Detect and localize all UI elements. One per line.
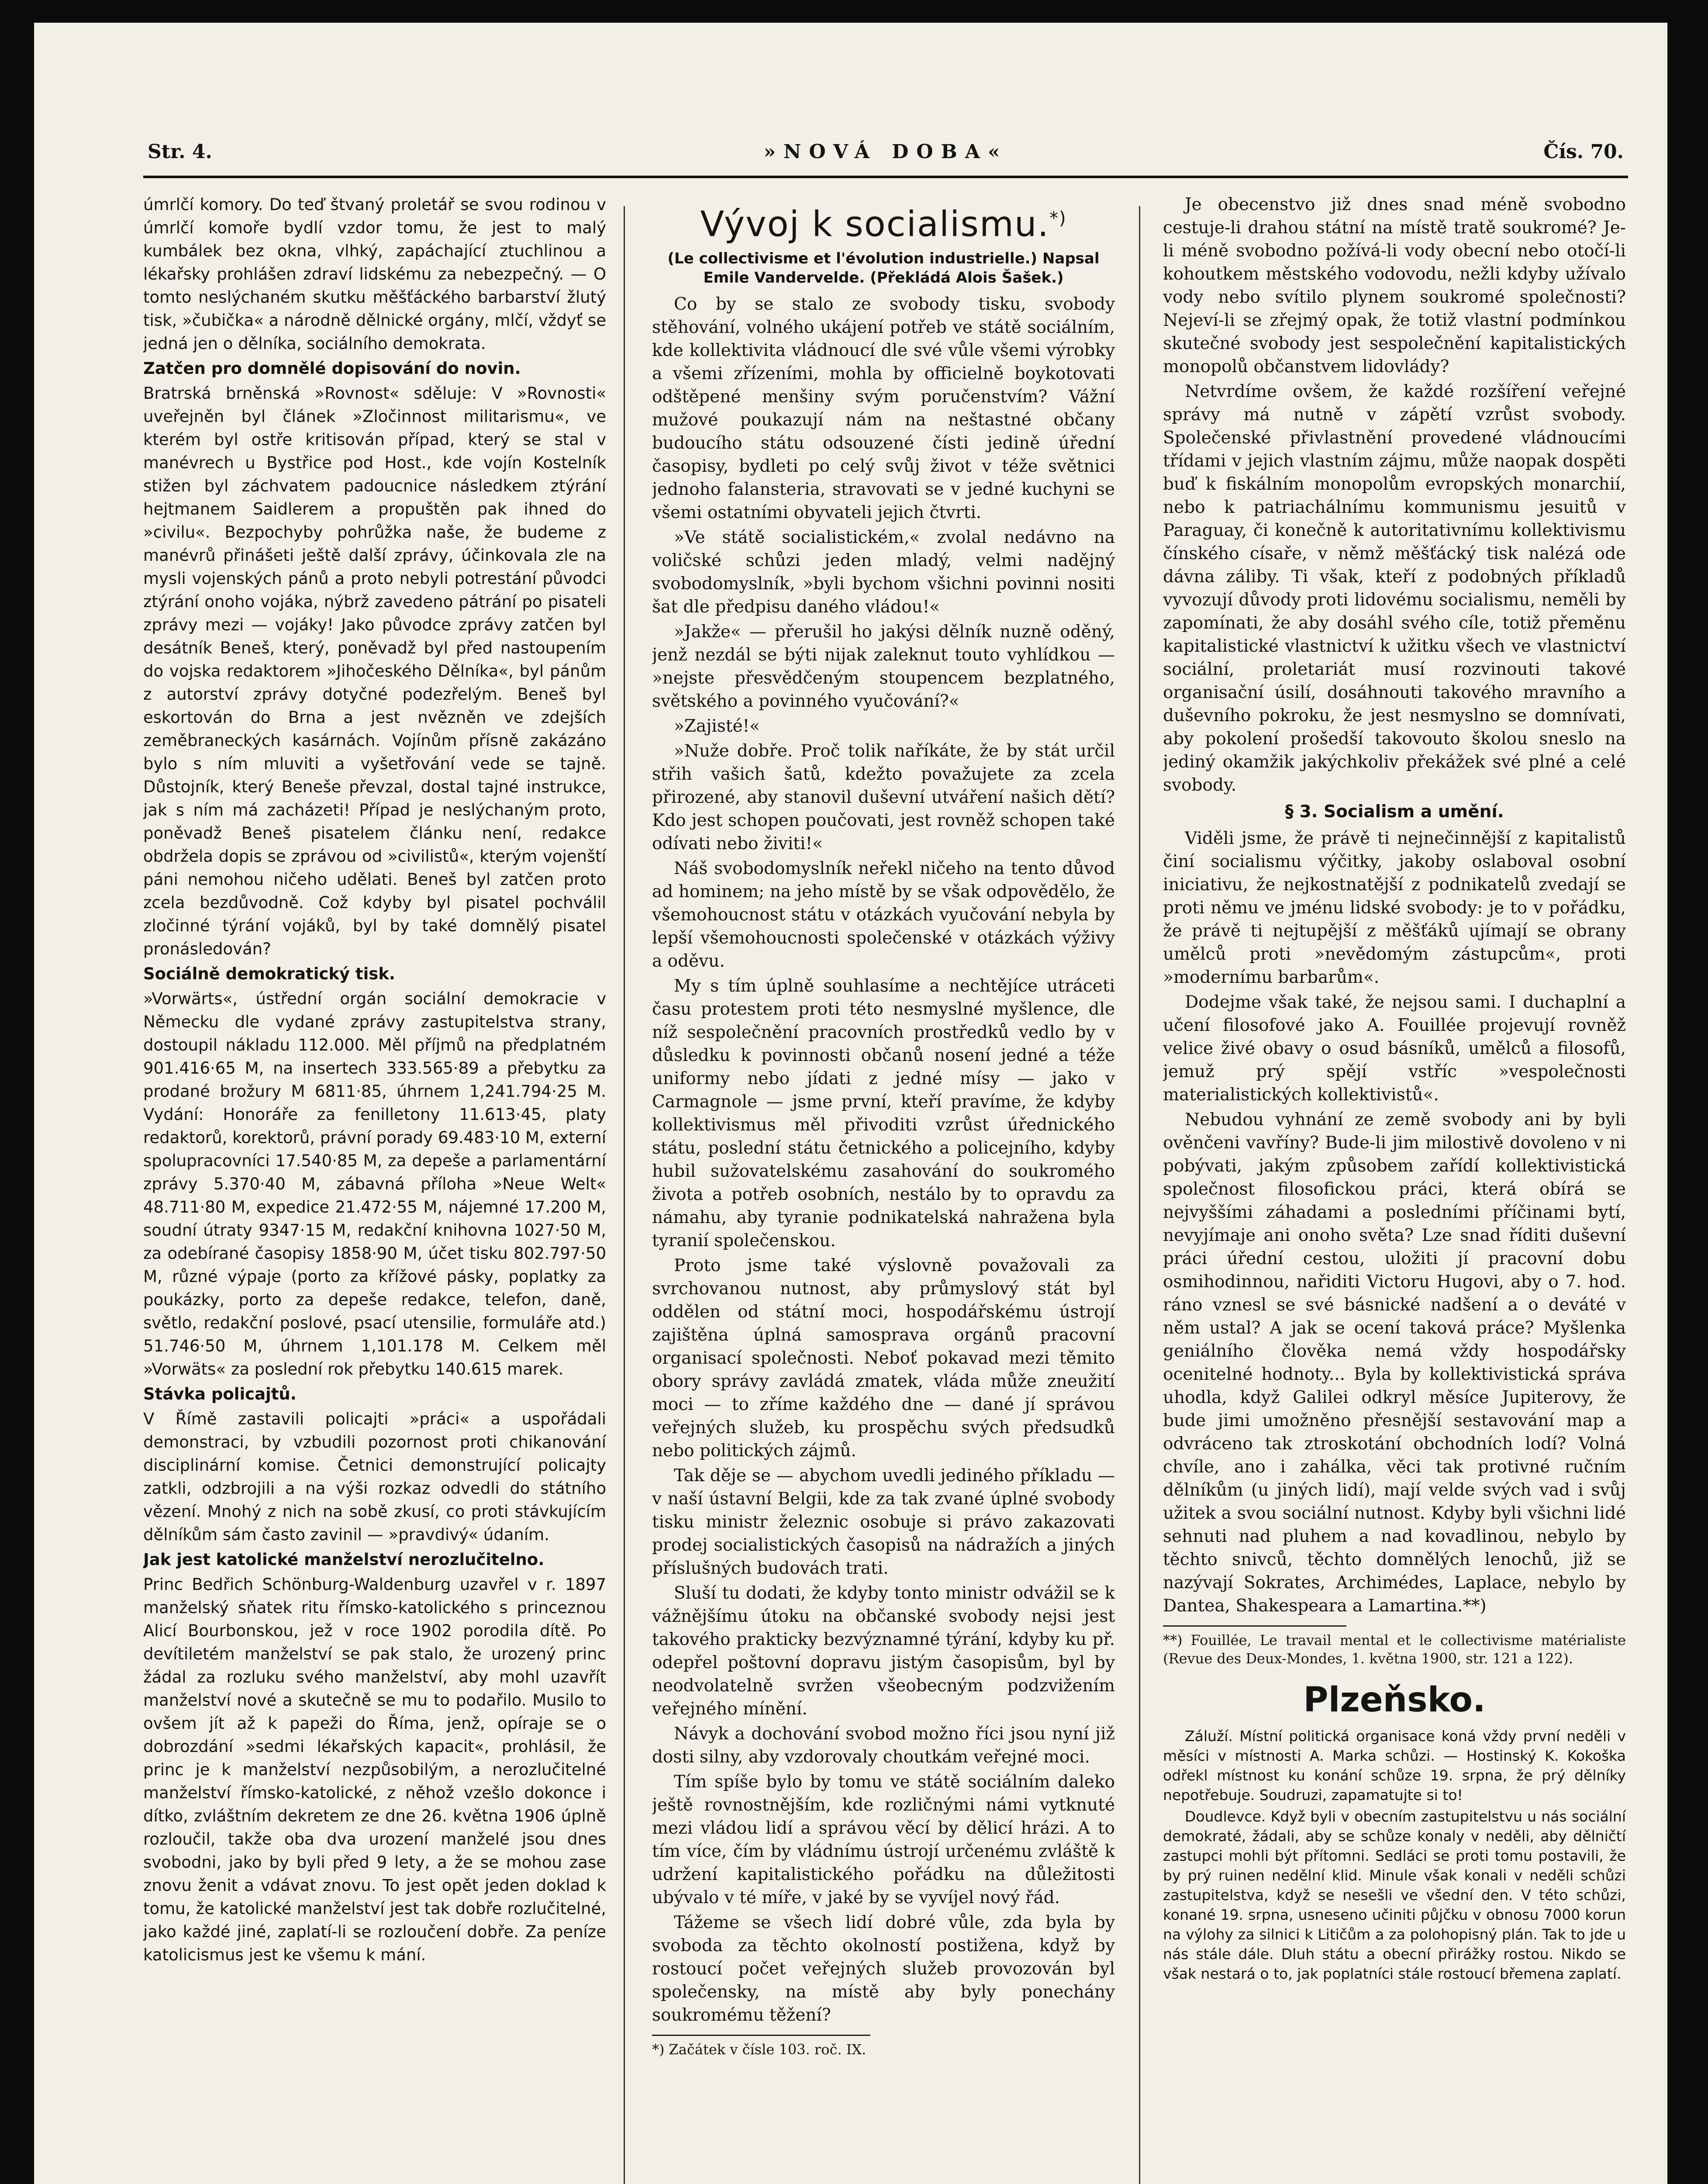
section-title-plzensko: Plzeňsko.: [1303, 1680, 1486, 1720]
article-title-text: Vývoj k socialismu.: [700, 204, 1050, 245]
column-3: [1163, 193, 1626, 2184]
masthead-title: »NOVÁ DOBA«: [763, 141, 1008, 163]
paragraph: úmrlčí komory. Do teď štvaný proletář se svou rodinou v úmrlčí komoře bydlí vzdor tomu, že jest to malý kumbálek bez okna, vlhký, zapáchající ztuchlinou a lékařsky prohlášen zdraví lidskému za nebezpečný. — O tomto neslýchaném skutku měšťáckého barbarství žlutý tisk, »čubička« a národně dělnické orgány, mlčí, vždyť se jedná jen o dělníka, sociálního demokrata.: [143, 195, 606, 353]
paragraph: »Vorwärts«, ústřední orgán sociální demokracie v Německu dle vydané zprávy zastupitelstva strany, dostoupil nákladu 112.000. Měl příjmů na předplatném 901.416·65 M, na insertech 333.565·89 a přebytku za prodané brožury M 6811·85, úhrnem 1,241.794·25 M. Vydání: Honoráře za fenilletony 11.613·45, platy redaktorů, korektorů, právní porady 69.483·10 M, externí spolupracovníci 17.540·85 M, za depeše a parlamentární zprávy 5.370·40 M, zábavná příloha »Neue Welt« 48.711·80 M, expedice 21.472·55 M, nájemné 17.200 M, soudní útraty 9347·15 M, redakční knihovna 1027·50 M, za odebírané časopisy 1858·90 M, účet tisku 802.797·50 M, různé výpaje (porto za křížové pásky, poplatky za poukázky, porto za depeše redakce, telefon, daně, světlo, redakční poslové, psací utensilie, formuláře atd.) 51.746·50 M, úhrnem 1,101.178 M. Celkem měl »Vorwäts« za poslední rok přebytku 140.615 marek.: [143, 989, 606, 1379]
paragraph: V Římě zastavili policajti »práci« a uspořádali demonstraci, by vzbudili pozornost proti chikanování disciplinární komise. Četnici demonstrující policajty zatkli, odzbrojili a na výši rozkaz odvedli do státního vězení. Mnohý z nich na sobě zkusí, co proti stávkujícím dělníkům sám často zavinil — »pravdivý« údaním.: [143, 1410, 606, 1544]
article-subtitle: (Le collectivisme et l'évolution industrielle.) Napsal Emile Vandervelde. (Překládá Alois Šašek.): [667, 249, 1100, 287]
issue-number: Čís. 70.: [1543, 141, 1624, 163]
paragraph: Tážeme se všech lidí dobré vůle, zda byla by svoboda za těchto okolností postižena, když by rostoucí počet veřejných služeb provozován byl společensky, na místě aby byly ponechány soukromému těžení?: [652, 1912, 1115, 2025]
paragraph: Tak děje se — abychom uvedli jediného příkladu — v naší ústavní Belgii, kde za tak zvané úplné svobody tisku ministr železnic osobuje si právo zakazovati prodej socialistických časopisů na nádražích a jiných příslušných budovách trati.: [652, 1465, 1115, 1578]
paragraph: Proto jsme také výslovně považovali za svrchovanou nutnost, aby průmyslový stát byl oddělen od státní moci, hospodářskému ústrojí zajištěna úplná samosprava orgánů pracovní organisací společnosti. Neboť pokavad mezi těmito obory správy zavládá zmatek, vláda může zneužití moci — to zříme každého dne — dané jí správou veřejných služeb, ku prospěchu svých předsudků nebo politických zájmů.: [652, 1255, 1115, 1461]
news-item: Záluží. Místní politická organisace koná vždy první neděli v měsíci v místnosti A. Marka schůzi. — Hostinský K. Kokoška odřekl místnost ku konání schůze 19. srpna, že prý dělníky nepotřebuje. Soudruzi, zapamatujte si to!: [1163, 1728, 1626, 1804]
footnote: **) Fouillée, Le travail mental et le collectivisme matérialiste (Revue des Deux-Mondes, 1. května 1900, str. 121 a 122).: [1163, 1632, 1626, 1667]
paragraph: Nebudou vyhnání ze země svobody ani by byli ověnčeni vavříny? Bude-li jim milostivě dovoleno v ni pobývati, jakým způsobem zařídí kollektivistická společnost filosofickou práci, která obírá se nejvyššími záhadami a posledními příčinami bytí, nevyjímaje ani onoho světa? Lze snad říditi duševní práci úřední cestou, uložiti jí pracovní dobu osmihodinnou, nařiditi Victoru Hugovi, aby o 7. hod. ráno vznesl se své básnické nadšení a o deváté v něm ustal? A jak se ocení taková práce? Myšlenka geniálního člověka nemá vždy hospodářsky ocenitelné hodnoty... Byla by kollektivistická správa uhodla, když Galilei odkryl měsíce Jupiterovy, že bude jimi umožněno přesnější sestavování map a odvráceno tak ztroskotání obchodních lodí? Volná chvíle, ano i zahálka, věci tak protivné ručním dělníkům (u jiných lidí), mají velde svých vad i svůj užitek a svou sociální nutnost. Kdyby byli všichni lidé sehnuti nad pluhem a nad kovadlinou, nebylo by těchto snivců, těchto domnělých lenochů, již se nazývají Sokrates, Archimédes, Laplace, nebylo by Dantea, Shakespeara a Lamartina.**): [1163, 1110, 1626, 1616]
footnote-rule: [652, 2035, 870, 2036]
column-divider: [1139, 206, 1140, 2184]
paragraph: Je obecenstvo již dnes snad méně svobodno cestuje-li drahou státní na místě tratě soukromé? Je-li méně svobodno požívá-li vody obecní nebo otočí-li kohoutkem městského vodovodu, nežli kdyby užívalo vody nebo svítilo plynem soukromé společnosti? Nejeví-li se zřejmý opak, že totiž vlastní podmínkou skutečné svobody jest sespolečnění kapitalistických monopolů občanstvem lidovlády?: [1163, 195, 1626, 377]
news-heading: Zatčen pro domnělé dopisování do novin.: [143, 359, 521, 378]
column-2: [652, 193, 1115, 2184]
news-item: Doudlevce. Když byli v obecním zastupitelstvu u nás sociální demokraté, žádali, aby se schůze konaly v neděli, aby dělničtí zastupci mohli být přítomni. Sedláci se proti tomu postavili, že by prý ruinen nedělní klid. Minule však konali v neděli schůzi zastupitelstva, když se nesešli ve všední den. V této schůzi, konané 19. srpna, usneseno učiniti půjčku v obnosu 7000 korun na výlohy za silnici k Litičům a za polohopisný plán. Tak to jde u nás stále dále. Dluh státu a obecní přirážky rostou. Nikdo se však nestará o to, jak poplatníci stále rostoucí břemena zaplatí.: [1163, 1808, 1626, 1982]
paragraph: Náš svobodomyslník neřekl ničeho na tento důvod ad hominem; na jeho místě by se však odpovědělo, že všemohoucnost státu v otázkách vyučování nebyla by lepší všemohoucnosti společenské v otázkách výživy a oděvu.: [652, 858, 1115, 971]
paragraph: Netvrdíme ovšem, že každé rozšíření veřejné správy má nutně v zápětí vzrůst svobody. Společenské přivlastnění provedené vládnoucími třídami v jejich vlastním zájmu, může naopak dospěti buď k fiskálním monopolům evropských monarchií, nebo k patriachálnímu kommunismu jesuitů v Paraguay, či konečně k autoritativnímu kollektivismu čínského císaře, v němž měšťácký tisk nalézá ode dávna záliby. Ti však, kteří z podobných příkladů vyvozují důvody proti lidovému socialismu, neměli by zapomínati, že aby dosáhl svého cíle, totiž přeměnu kapitalistické vlastnictví k užitku všech ve vlastnictví sociální, proletariát musí rozvinouti takové organisační úsilí, dosáhnouti takového mravního a duševního pokroku, že jest nesmyslno se domnívati, aby pokolení prošedší takovouto školou sneslo na jediný okamžik jakýchkoliv překážek své plné a celé svobody.: [1163, 382, 1626, 795]
footnote-mark: *): [1049, 208, 1067, 228]
page-header: [148, 136, 1624, 171]
news-heading: Jak jest katolické manželství nerozlučitelno.: [143, 1550, 545, 1569]
footnote: *) Začátek v čísle 103. roč. IX.: [652, 2041, 866, 2058]
paragraph: »Ve státě socialistickém,« zvolal nedávno na voličské schůzi jeden mladý, velmi nadějný svobodomyslník, »byli bychom všichni povinni nositi šat dle předpisu daného vládou!«: [652, 527, 1115, 617]
news-heading: Stávka policajtů.: [143, 1385, 297, 1403]
paragraph: Sluší tu dodati, že kdyby tonto ministr odvážil se k vážnějšímu útoku na občanské svobody nejsi jest takového prakticky bezvýznamné týrání, kdyby ku př. odepřel poštovní dopravu jistým časopisům, byl by neodvolatelně svržen všeobecným podzvižením veřejného mínění.: [652, 1583, 1115, 1719]
news-heading: Sociálně demokratický tisk.: [143, 964, 395, 983]
paragraph: Princ Bedřich Schönburg-Waldenburg uzavřel v r. 1897 manželský sňatek ritu římsko-katolického s princeznou Alicí Bourbonskou, jež v roce 1902 porodila dítě. Po devítiletém manželství se pak stalo, že urozený princ žádal za rozluku svého manželství, aby mohl uzavřít manželství nové a skutečně se mu to podařilo. Musilo to ovšem jít až k papeži do Říma, jenž, opíraje se o dobrozdání »sedmi lékařských kapacit«, prohlásil, že princ je k manželství nezpůsobilým, a nerozlučitelné manželství římsko-katolické, z něhož vzešlo dokonce i dítko, zvláštním dekretem ze dne 26. května 1906 úplně rozloučil, takže oba dva urození manželé jsou dnes svobodni, jako by byli před 9 lety, a že se mohou zase znovu ženit a vdávat znovu. To jest opět jeden doklad k tomu, že katolické manželství jest tak dobře rozlučitelné, jako každé jiné, zaplatí-li se rozloučení dobře. Za peníze katolicismus jest ke všemu k mání.: [143, 1575, 606, 1964]
newspaper-page: [34, 23, 1667, 2184]
paragraph: Návyk a dochování svobod možno říci jsou nyní již dosti silny, aby vzdorovaly choutkám veřejné moci.: [652, 1724, 1115, 1767]
paragraph: Tím spíše bylo by tomu ve státě sociálním daleko ještě rovnostnějším, kde rozličnými námi vytknuté mezi vládou lidí a správou věcí by dělicí hrázi. A to tím více, čím by vládnímu ústrojí určenému zvláště k udržení kapitalistického pořádku na důležitosti ubývalo v té míře, v jaké by se vyvíjel nový řád.: [652, 1772, 1115, 1908]
paragraph: Co by se stalo ze svobody tisku, svobody stěhování, volného ukájení potřeb ve státě sociálním, kde kollektivita vládnoucí dle své vůle všemi výrobky a všemi zřízeními, mohla by officielně boykotovati odštěpené menšiny svým poručenstvím? Vážní mužové poukazují nám na neštastné občany budoucího státu odsouzené čísti jedině úřední časopisy, bydleti po celý svůj život v téže světnici jednoho falansteria, stravovati se v jedné kuchyni se všemi ostatními obyvateli jejich čtvrti.: [652, 294, 1115, 522]
article-title: [652, 197, 1115, 245]
column-divider: [624, 206, 625, 2184]
paragraph: My s tím úplně souhlasíme a nechtějíce utráceti času protestem proti této nesmyslné myšlence, dle níž sespolečnění pracovních prostředků vedlo by v důsledku k povinnosti občanů nosení jedné a téže uniformy nebo jídati z jedné mísy — jako v Carmagnole — jsme první, kteří pravíme, že kdyby kollektivismus měl přivoditi vzrůst úřednického státu, poslední státu četnického a policejního, kdyby hubil sužovatelskému zasahování do soukromého života a potřeb osobních, nestálo by to opravdu za námahu, aby tyranie podnikatelská nahražena byla tyranií společenskou.: [652, 976, 1115, 1251]
paragraph: Dodejme však také, že nejsou sami. I duchaplní a učení filosofové jako A. Fouillée projevují rovněž velice živé obavy o osud básníků, umělců a filosofů, jemuž prý spějí vstříc »vespolečnosti materialistických kollektivistů«.: [1163, 992, 1626, 1105]
paragraph: »Jakže« — přerušil ho jakýsi dělník nuzně oděný, jenž nezdál se býti nijak zaleknut touto vyhlídkou — »nejste přesvědčeným stoupencem bezplatného, světského a povinného vyučování?«: [652, 622, 1115, 711]
section-heading: § 3. Socialism a umění.: [1285, 802, 1504, 822]
page-number: Str. 4.: [148, 141, 212, 163]
header-rule: [143, 176, 1628, 178]
column-1: [143, 193, 606, 2184]
paragraph: »Zajisté!«: [674, 716, 760, 736]
paragraph: Bratrská brněnská »Rovnost« sděluje: V »Rovnosti« uveřejněn byl článek »Zločinnost militarismu«, ve kterém byl ostře kritisován případ, který se stal v manévrech u Bystřice pod Host., kde vojín Kostelník stižen byl záchvatem padoucnice následkem ztýrání hejtmanem Saidlerem a propuštěn pak ihned do »civilu«. Bezpochyby pohrůžka naše, že budeme z manévrů přinášeti ještě další zprávy, účinkovala zle na mysli vojenských pánů a proto nebyli potrestání původci ztýrání onoho vojáka, nýbrž zavedeno pátrání po pisateli zprávy mezi — vojáky! Jako původce zprávy zatčen byl desátník Beneš, který, poněvadž byl před nastoupením do vojska redaktorem »Jihočeského Dělníka«, byl pánům z autorství zprávy dotyčné podezřelým. Beneš byl eskortován do Brna a jest nvězněn ve zdejších zeměbraneckých kasárnách. Vojínům přísně zakázáno bylo s ním mluviti a vyšetřování vede se tajně. Důstojník, který Beneše převzal, dostal tajné instrukce, jak s ním má zacházeti! Případ je neslýchaným proto, poněvadž Beneš pisatelem článku není, redakce obdržela dopis se zprávou od »civilistů«, kterým vojenští páni nemohou ničeho udělati. Beneš byl zatčen proto zcela bezdůvodně. Což kdyby byl pisatel pochválil zločinné týrání vojáků, byl by také domnělý pisatel pronásledován?: [143, 384, 606, 958]
paragraph: Viděli jsme, že právě ti nejnečinnější z kapitalistů činí socialismu výčitky, jakoby oslaboval osobní iniciativu, že nejkostnatější z podnikatelů zvedají se proti němu ve jménu lidské svobody: je to v pořádku, že právě ti nejtupější z měšťáků ujímají se obrany umělců proti »nevědomým zástupcům«, proti »modernímu barbarům«.: [1163, 829, 1626, 987]
paragraph: »Nuže dobře. Proč tolik naříkáte, že by stát určil střih vašich šatů, kdežto považujete za zcela přirozené, aby stanovil duševní utváření našich dětí? Kdo jest schopen poučovati, jest rovněž schopen také odívati nebo živiti!«: [652, 741, 1115, 854]
footnote-rule: [1163, 1625, 1346, 1627]
